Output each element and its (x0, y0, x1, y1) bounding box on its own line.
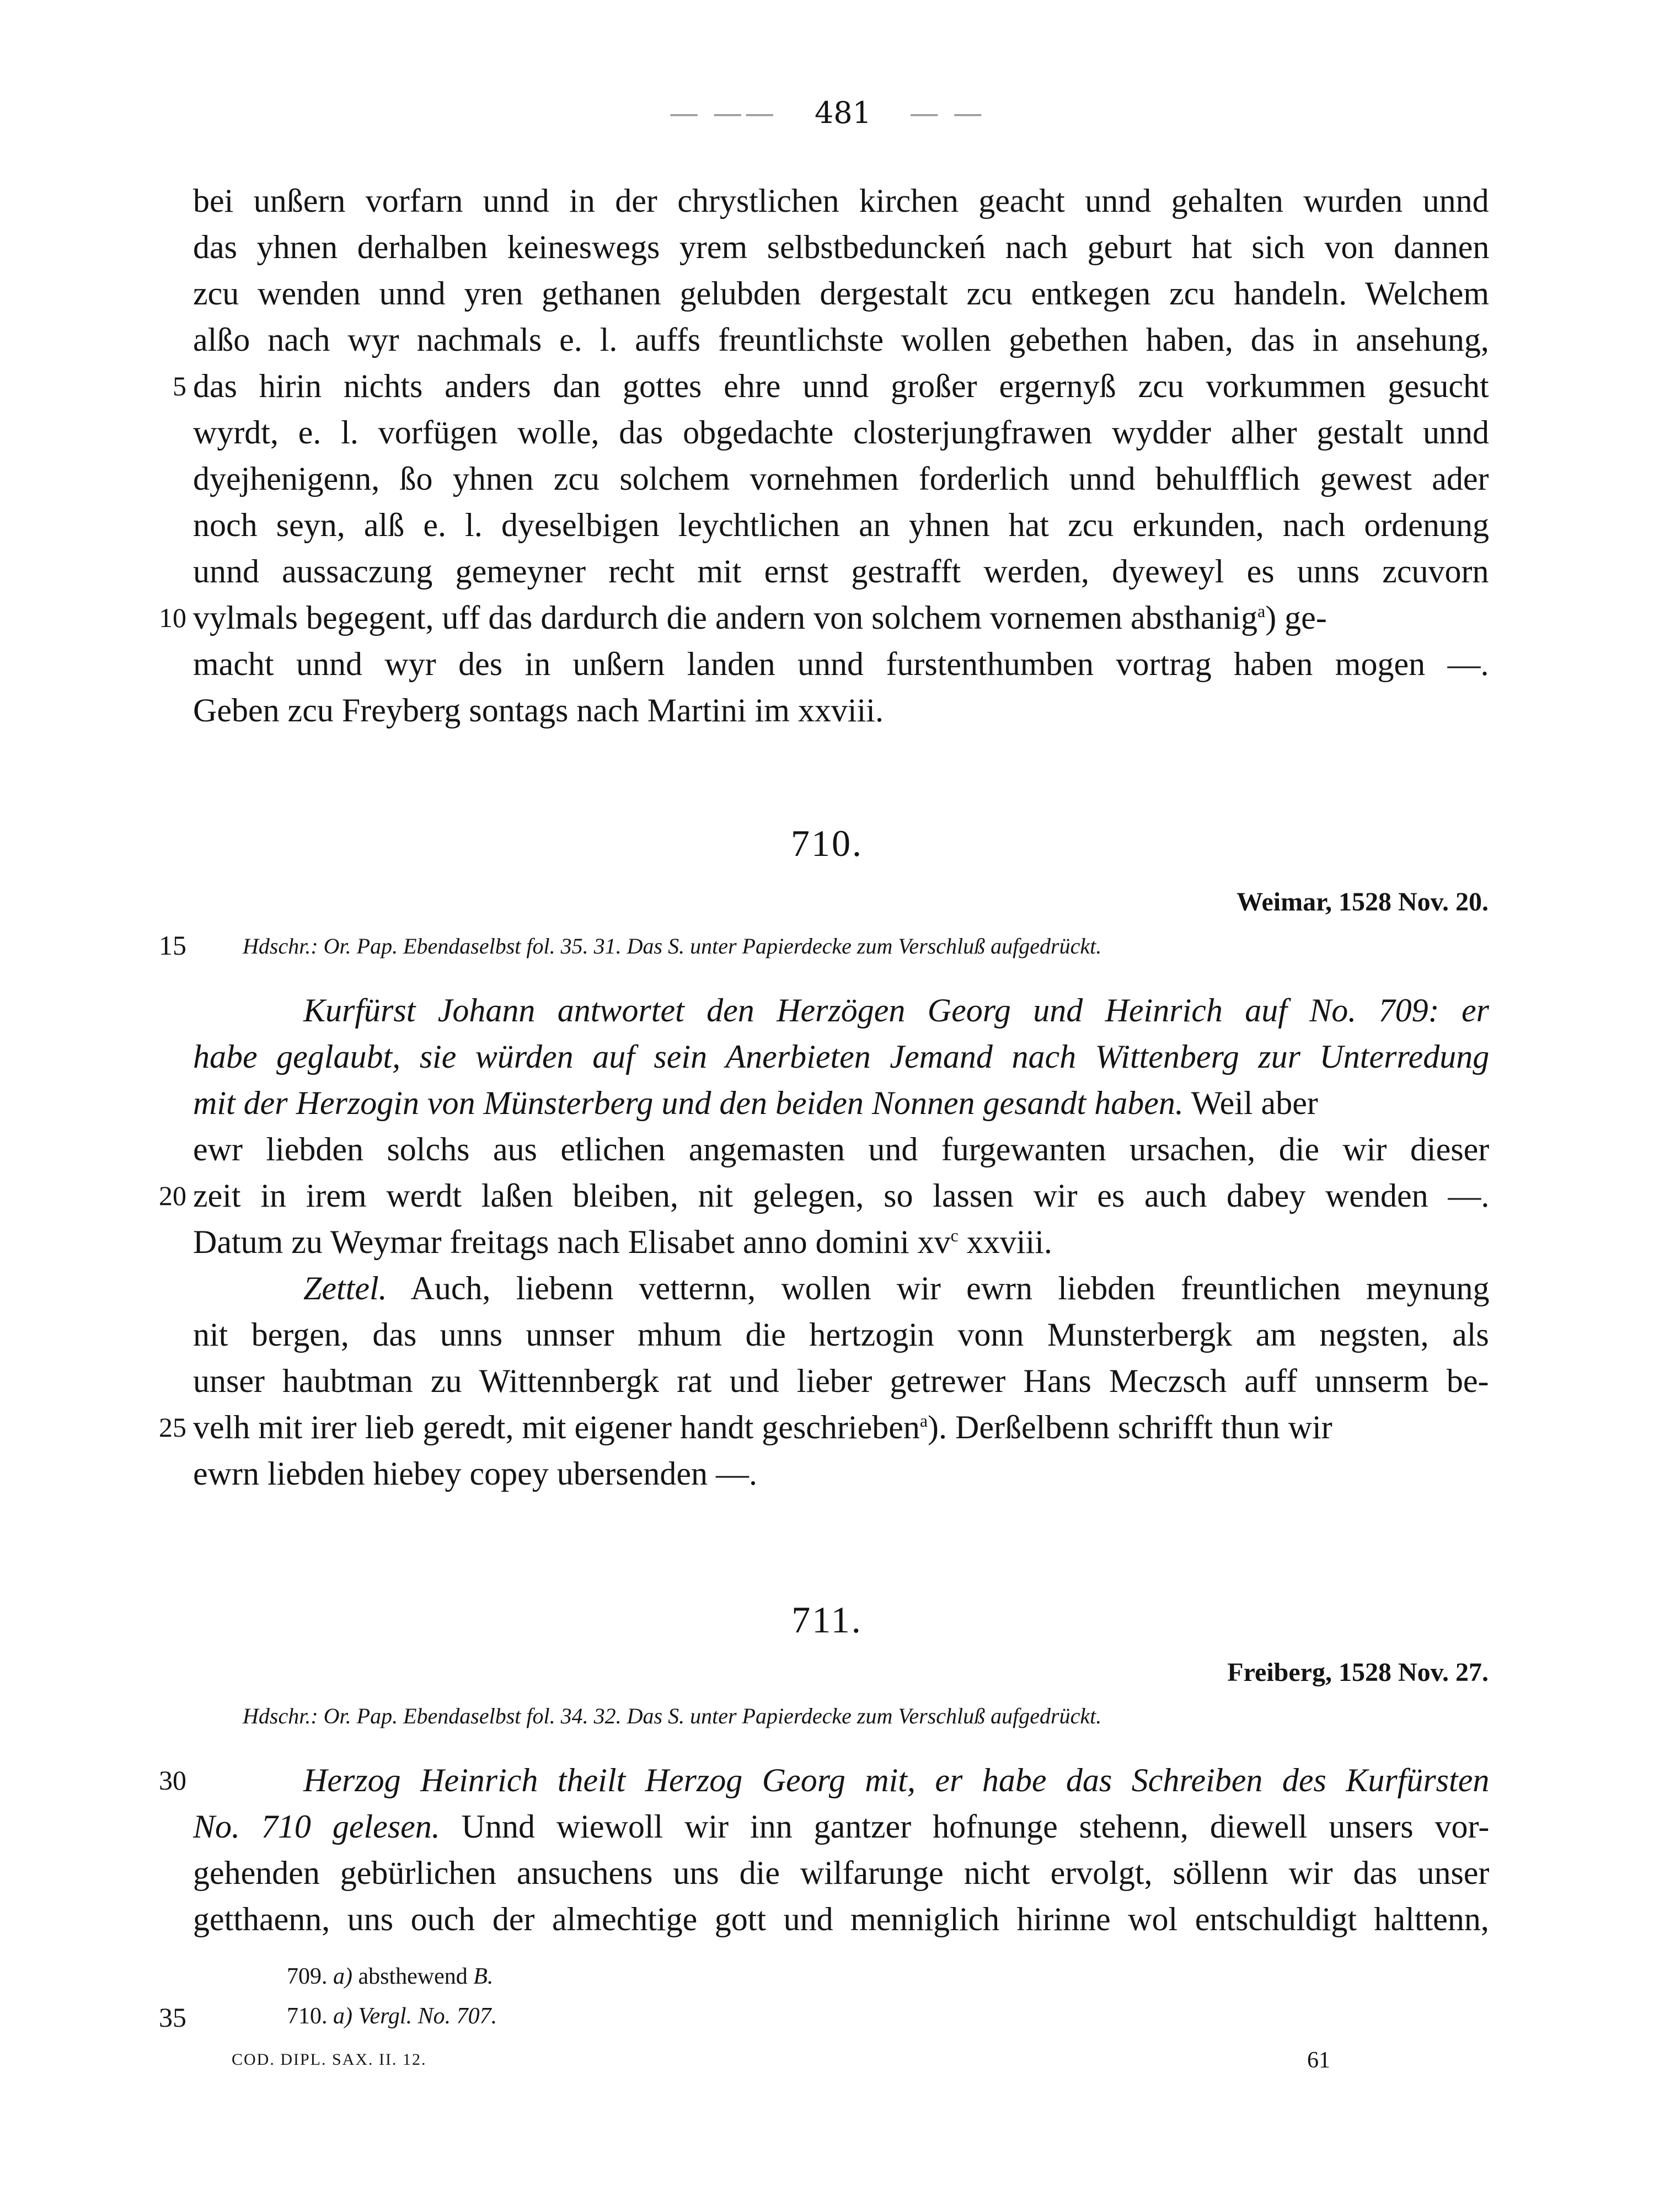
document-body-710 (193, 987, 1489, 1497)
text-line: gehenden gebürlichen ansuchens uns die wilfarunge nicht ervolgt, söllenn wir das unser (193, 1855, 1490, 1891)
document-body-711 (193, 1757, 1489, 1942)
text-line: nit bergen, das unns unnser mhum die hertzogin vonn Munsterbergk am negsten, als (193, 1316, 1489, 1353)
text-line: alßo nach wyr nachmals e. l. auffs freuntlichste wollen gebethen haben, das in ansehung, (193, 322, 1489, 358)
zettel-label: Zettel. (303, 1270, 387, 1306)
line-number-10: 10 (159, 602, 186, 633)
summary-line: habe geglaubt, sie würden auf sein Anerbieten Jemand nach Wittenberg zur Unterredung (193, 1038, 1490, 1075)
line-number-5: 5 (173, 371, 186, 401)
text-line: bei unßern vorfarn unnd in der chrystlichen kirchen geacht unnd gehalten wurden unnd (193, 183, 1489, 219)
text-line: noch seyn, alß e. l. dyeselbigen leychtlichen an yhnen hat zcu erkunden, nach ordenung (193, 507, 1489, 543)
text-line: unnd aussaczung gemeyner recht mit ernst gestrafft werden, dyeweyl es unns zcuvorn (193, 553, 1489, 590)
document-number-710: 710. (791, 822, 863, 864)
text-line: macht unnd wyr des in unßern landen unnd furstenthumben vortrag haben mogen —. (193, 646, 1489, 682)
text-line: velh mit irer lieb geredt, mit eigener handt geschrieben$^a$). Derßelbenn schrifft thun wir (193, 1409, 1332, 1445)
document-date-710: Weimar, 1528 Nov. 20. (1237, 887, 1489, 917)
continuation-text (193, 178, 1489, 733)
text-line: Datum zu Weymar freitags nach Elisabet anno domini xv$^c$ xxviii. (193, 1224, 1052, 1260)
text-line: unser haubtman zu Wittennbergk rat und lieber getrewer Hans Meczsch auff unnserm be- (193, 1363, 1489, 1399)
text-line: zcu wenden unnd yren gethanen gelubden dergestalt zcu entkegen zcu handeln. Welchem (193, 275, 1490, 312)
footnote-mark: a (1257, 601, 1266, 621)
summary-line: No. 710 gelesen. Unnd wiewoll wir inn gantzer hofnunge stehenn, diewell unsers vor- (193, 1808, 1490, 1845)
line-number-25: 25 (159, 1412, 186, 1443)
header-dashes-right: — — (909, 95, 985, 130)
text-line: ewrn liebden hiebey copey ubersenden —. (193, 1455, 757, 1492)
line-number-15: 15 (159, 930, 186, 961)
summary-line: Herzog Heinrich theilt Herzog Georg mit, er habe das Schreiben des Kurfürsten (303, 1762, 1490, 1798)
text-line: wyrdt, e. l. vorfügen wolle, das obgedachte closterjungfrawen wydder alher gestalt unnd (193, 414, 1489, 451)
header-dashes-left: — —— (669, 95, 777, 130)
text-line: ewr liebden solchs aus etlichen angemasten und furgewanten ursachen, die wir dieser (193, 1131, 1490, 1167)
text-line: Geben zcu Freyberg sontags nach Martini im xxviii. (193, 692, 884, 729)
sheet-number: 61 (1307, 2048, 1330, 2073)
summary-line: mit der Herzogin von Münsterberg und den beiden Nonnen gesandt haben. Weil aber (193, 1085, 1318, 1121)
line-number-20: 20 (159, 1180, 186, 1211)
printer-signature: COD. DIPL. SAX. II. 12. (232, 2050, 427, 2069)
text-line: zeit in irem werdt laßen bleiben, nit gelegen, so lassen wir es auch dabey wenden —. (193, 1177, 1490, 1214)
footnote-709: 709. a) absthewend B. (287, 1964, 494, 1989)
document-number-711: 711. (791, 1599, 863, 1641)
text-line: dyejhenigenn, ßo yhnen zcu solchem vornehmen forderlich unnd behulfflich gewest ader (193, 460, 1489, 497)
footnote-mark: a (919, 1411, 928, 1431)
summary-line: Kurfürst Johann antwortet den Herzögen Georg und Heinrich auf No. 709: er (303, 992, 1489, 1029)
source-note-711: Hdschr.: Or. Pap. Ebendaselbst fol. 34. 32. Das S. unter Papierdecke zum Verschluß aufgedrückt. (243, 1704, 1102, 1728)
text-line: vylmals begegent, uff das dardurch die andern von solchem vornemen absthanig$^a$) ge- (193, 599, 1327, 636)
document-date-711: Freiberg, 1528 Nov. 27. (1227, 1658, 1489, 1687)
text-line: das hirin nichts anders dan gottes ehre unnd großer ergernyß zcu vorkummen gesucht (193, 368, 1489, 404)
line-number-35: 35 (159, 2002, 186, 2033)
page-number-header (0, 94, 1654, 132)
page-number: 481 (814, 95, 872, 130)
line-number-30: 30 (159, 1765, 186, 1796)
source-note-710: Hdschr.: Or. Pap. Ebendaselbst fol. 35. 31. Das S. unter Papierdecke zum Verschluß aufgedrückt. (243, 934, 1102, 958)
footnote-710: 710. a) Vergl. No. 707. (287, 2004, 497, 2029)
text-line: das yhnen derhalben keineswegs yrem selbstbedunckeń nach geburt hat sich von dannen (193, 229, 1490, 265)
text-line: getthaenn, uns ouch der almechtige gott und menniglich hirinne wol entschuldigt halttenn, (193, 1901, 1489, 1937)
text-line: Zettel. Auch, liebenn vetternn, wollen wir ewrn liebden freuntlichen meynung (303, 1270, 1490, 1306)
